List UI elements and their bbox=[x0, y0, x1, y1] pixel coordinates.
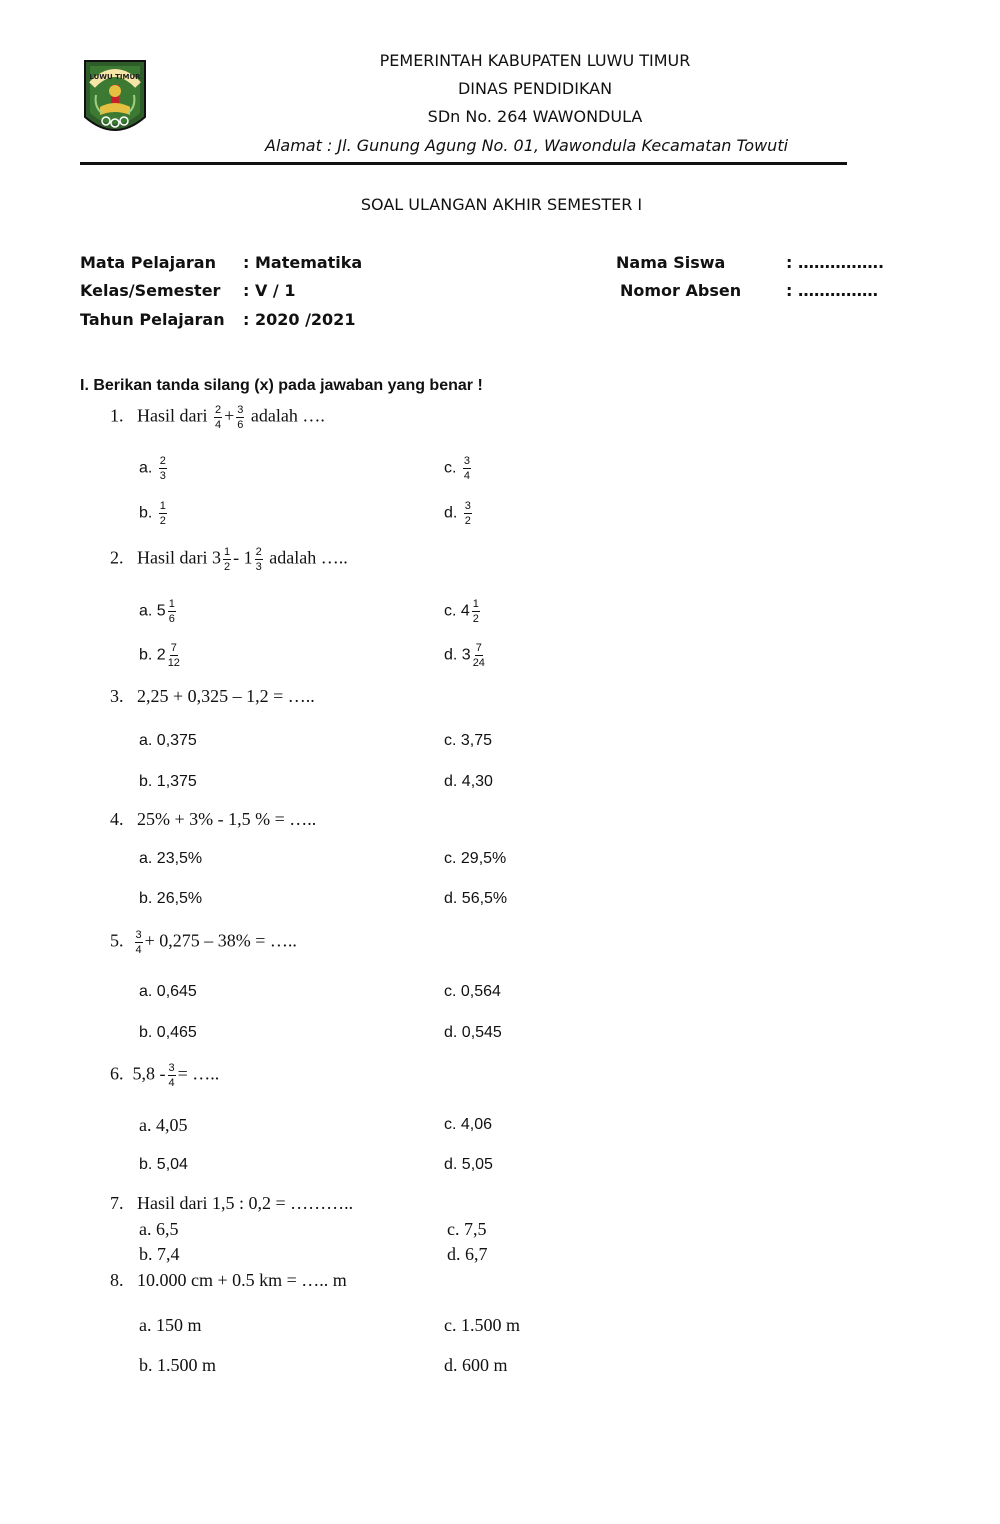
school-logo bbox=[82, 55, 148, 143]
option-c[interactable]: c. 7,5 bbox=[447, 1219, 487, 1239]
fraction: $\frac{2}{4}$ bbox=[214, 404, 222, 431]
option-d[interactable]: d. $\frac{3}{2}$ bbox=[444, 500, 471, 527]
regency-emblem-icon bbox=[82, 55, 148, 143]
question-text: Hasil dari 3 bbox=[137, 547, 221, 568]
question-number: 1. bbox=[110, 405, 124, 426]
option-a[interactable]: a. 23,5% bbox=[139, 850, 203, 867]
option-d[interactable]: d. 6,7 bbox=[447, 1244, 488, 1264]
subject-value: : Matematika bbox=[243, 253, 363, 272]
option-b[interactable]: b. 1,375 bbox=[139, 773, 197, 790]
fraction: $\frac{3}{4}$ bbox=[168, 1062, 175, 1089]
option-c[interactable]: c. 29,5% bbox=[444, 850, 507, 867]
option-a[interactable]: a. 4,05 bbox=[139, 1115, 188, 1135]
fraction: $\frac{3}{6}$ bbox=[237, 404, 244, 431]
option-c[interactable]: c. 4 $\frac{1}{2}$ bbox=[444, 598, 479, 625]
option-a[interactable]: a. 0,375 bbox=[139, 732, 197, 749]
question-text: = ….. bbox=[177, 1063, 220, 1084]
option-c[interactable]: c. 4,06 bbox=[444, 1116, 493, 1133]
year-value: : 2020 /2021 bbox=[243, 310, 356, 329]
option-d[interactable]: d. 3 $\frac{7}{24}$ bbox=[444, 642, 485, 669]
question-text: + 0,275 – 38% = ….. bbox=[144, 930, 297, 951]
option-a[interactable]: a. 0,645 bbox=[139, 983, 197, 1000]
student-name-label: Nama Siswa bbox=[616, 253, 726, 272]
option-b[interactable]: b. 7,4 bbox=[139, 1244, 180, 1264]
option-b[interactable]: b. 0,465 bbox=[139, 1024, 197, 1041]
option-a[interactable]: a. 6,5 bbox=[139, 1219, 179, 1239]
question-4: 4. 25% + 3% - 1,5 % = ….. bbox=[110, 809, 317, 829]
option-b[interactable]: b. $\frac{1}{2}$ bbox=[139, 500, 166, 527]
header-school: SDn No. 264 WAWONDULA bbox=[427, 107, 643, 126]
question-text: 10.000 cm + 0.5 km = ….. m bbox=[137, 1270, 347, 1290]
option-c[interactable]: c. 0,564 bbox=[444, 983, 501, 1000]
question-1: 1. Hasil dari $\frac{2}{4}$ + $\frac{3}{6}$ adalah …. bbox=[110, 404, 325, 431]
question-5: 5. $\frac{3}{4}$ + 0,275 – 38% = ….. bbox=[110, 929, 297, 956]
question-text: 2,25 + 0,325 – 1,2 = ….. bbox=[137, 686, 315, 706]
option-d[interactable]: d. 5,05 bbox=[444, 1156, 493, 1173]
logo-text: LUWU TIMUR bbox=[89, 73, 141, 81]
question-text: 5,8 - bbox=[132, 1063, 166, 1084]
question-text: adalah ….. bbox=[269, 547, 348, 568]
option-c[interactable]: c. 1.500 m bbox=[444, 1315, 520, 1335]
question-text: Hasil dari bbox=[137, 405, 208, 426]
option-d[interactable]: d. 4,30 bbox=[444, 773, 493, 790]
header-address: Alamat : Jl. Gunung Agung No. 01, Wawondula Kecamatan Towuti bbox=[265, 136, 789, 155]
question-text: 25% + 3% - 1,5 % = ….. bbox=[137, 809, 317, 829]
student-name-field: : ……………. bbox=[786, 253, 885, 272]
question-2: 2. Hasil dari 3 $\frac{1}{2}$ - 1 $\frac{2}{3}$ adalah ….. bbox=[110, 546, 348, 573]
option-b[interactable]: b. 26,5% bbox=[139, 890, 203, 907]
question-text: adalah …. bbox=[250, 405, 325, 426]
option-d[interactable]: d. 600 m bbox=[444, 1355, 508, 1375]
question-3: 3. 2,25 + 0,325 – 1,2 = ….. bbox=[110, 686, 315, 706]
option-c[interactable]: c. $\frac{3}{4}$ bbox=[444, 455, 471, 482]
section-instruction: I. Berikan tanda silang (x) pada jawaban yang benar ! bbox=[80, 377, 483, 394]
class-label: Kelas/Semester bbox=[80, 281, 221, 300]
exam-title: SOAL ULANGAN AKHIR SEMESTER I bbox=[360, 195, 643, 214]
option-b[interactable]: b. 2 $\frac{7}{12}$ bbox=[139, 642, 180, 669]
absence-number-field: : …………… bbox=[786, 281, 878, 300]
header-divider bbox=[80, 162, 847, 165]
subject-label: Mata Pelajaran bbox=[80, 253, 216, 272]
option-c[interactable]: c. 3,75 bbox=[444, 732, 493, 749]
question-6: 6. 5,8 - $\frac{3}{4}$ = ….. bbox=[110, 1062, 220, 1089]
question-7: 7. Hasil dari 1,5 : 0,2 = ……….. bbox=[110, 1193, 354, 1213]
question-8: 8. 10.000 cm + 0.5 km = ….. m bbox=[110, 1270, 347, 1290]
absence-number-label: Nomor Absen bbox=[620, 281, 742, 300]
option-b[interactable]: b. 5,04 bbox=[139, 1156, 188, 1173]
fraction: $\frac{1}{2}$ bbox=[223, 546, 231, 573]
option-d[interactable]: d. 0,545 bbox=[444, 1024, 502, 1041]
header-government: PEMERINTAH KABUPATEN LUWU TIMUR bbox=[379, 51, 691, 70]
option-d[interactable]: d. 56,5% bbox=[444, 890, 508, 907]
option-a[interactable]: a. 150 m bbox=[139, 1315, 202, 1335]
fraction: $\frac{2}{3}$ bbox=[255, 546, 262, 573]
option-b[interactable]: b. 1.500 m bbox=[139, 1355, 217, 1375]
option-a[interactable]: a. 5 $\frac{1}{6}$ bbox=[139, 598, 175, 625]
question-text: Hasil dari 1,5 : 0,2 = ……….. bbox=[137, 1193, 354, 1213]
fraction: $\frac{3}{4}$ bbox=[135, 929, 142, 956]
header-department: DINAS PENDIDIKAN bbox=[457, 79, 613, 98]
option-a[interactable]: a. $\frac{2}{3}$ bbox=[139, 455, 166, 482]
year-label: Tahun Pelajaran bbox=[80, 310, 225, 329]
question-number: 2. bbox=[110, 547, 124, 568]
class-value: : V / 1 bbox=[243, 281, 296, 300]
